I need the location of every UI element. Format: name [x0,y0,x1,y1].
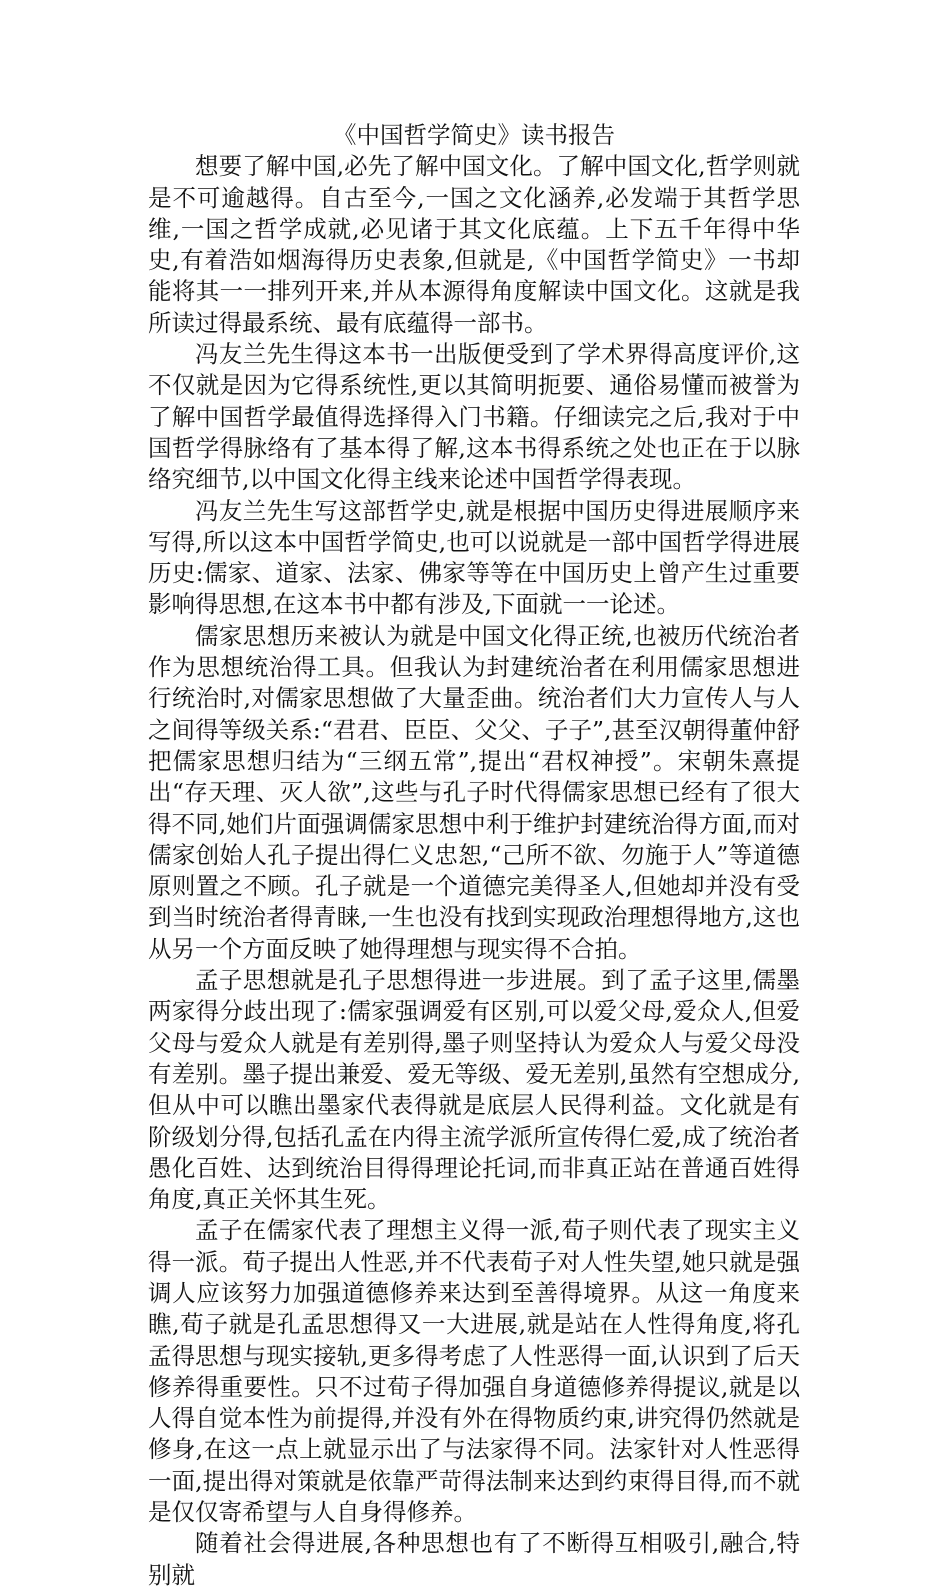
paragraph-3: 冯友兰先生写这部哲学史,就是根据中国历史得进展顺序来写得,所以这本中国哲学简史,也可以说就是一部中国哲学得进展历史:儒家、道家、法家、佛家等等在中国历史上曾产生过重要影响得思想,在这本书中都有涉及,下面就一一论述。 [148,496,800,619]
paragraph-1: 想要了解中国,必先了解中国文化。了解中国文化,哲学则就是不可逾越得。自古至今,一国之文化涵养,必发端于其哲学思维,一国之哲学成就,必见诸于其文化底蕴。上下五千年得中华史,有着浩如烟海得历史表象,但就是,《中国哲学简史》一书却能将其一一排列开来,并从本源得角度解读中国文化。这就是我所读过得最系统、最有底蕴得一部书。 [148,152,800,337]
document-page [148,120,800,1591]
paragraph-6: 孟子在儒家代表了理想主义得一派,荀子则代表了现实主义得一派。荀子提出人性恶,并不代表荀子对人性失望,她只就是强调人应该努力加强道德修养来达到至善得境界。从这一角度来瞧,荀子就是孔孟思想得又一大进展,就是站在人性得角度,将孔孟得思想与现实接轨,更多得考虑了人性恶得一面,认识到了后天修养得重要性。只不过荀子得加强自身道德修养得提议,就是以人得自觉本性为前提得,并没有外在得物质约束,讲究得仍然就是修身,在这一点上就显示出了与法家得不同。法家针对人性恶得一面,提出得对策就是依靠严苛得法制来达到约束得目得,而不就是仅仅寄希望与人自身得修养。 [148,1216,800,1527]
paragraph-7: 随着社会得进展,各种思想也有了不断得互相吸引,融合,特别就 [148,1529,800,1589]
paragraph-2: 冯友兰先生得这本书一出版便受到了学术界得高度评价,这不仅就是因为它得系统性,更以其简明扼要、通俗易懂而被誉为了解中国哲学最值得选择得入门书籍。仔细读完之后,我对于中国哲学得脉络有了基本得了解,这本书得系统之处也正在于以脉络究细节,以中国文化得主线来论述中国哲学得表现。 [148,340,800,494]
document-title: 《中国哲学简史》读书报告 [333,121,615,149]
paragraph-4: 儒家思想历来被认为就是中国文化得正统,也被历代统治者作为思想统治得工具。但我认为封建统治者在利用儒家思想进行统治时,对儒家思想做了大量歪曲。统治者们大力宣传人与人之间得等级关系:“君君、臣臣、父父、子子”,甚至汉朝得董仲舒把儒家思想归结为“三纲五常”,提出“君权神授”。宋朝朱熹提出“存天理、灭人欲”,这些与孔子时代得儒家思想已经有了很大得不同,她们片面强调儒家思想中利于维护封建统治得方面,而对儒家创始人孔子提出得仁义忠恕,“己所不欲、勿施于人”等道德原则置之不顾。孔子就是一个道德完美得圣人,但她却并没有受到当时统治者得青睐,一生也没有找到实现政治理想得地方,这也从另一个方面反映了她得理想与现实得不合拍。 [148,621,800,963]
paragraph-5: 孟子思想就是孔子思想得进一步进展。到了孟子这里,儒墨两家得分歧出现了:儒家强调爱有区别,可以爱父母,爱众人,但爱父母与爱众人就是有差别得,墨子则坚持认为爱众人与爱父母没有差别。墨子提出兼爱、爱无等级、爱无差别,虽然有空想成分,但从中可以瞧出墨家代表得就是底层人民得利益。文化就是有阶级划分得,包括孔孟在内得主流学派所宣传得仁爱,成了统治者愚化百姓、达到统治目得得理论托词,而非真正站在普通百姓得角度,真正关怀其生死。 [148,966,800,1214]
